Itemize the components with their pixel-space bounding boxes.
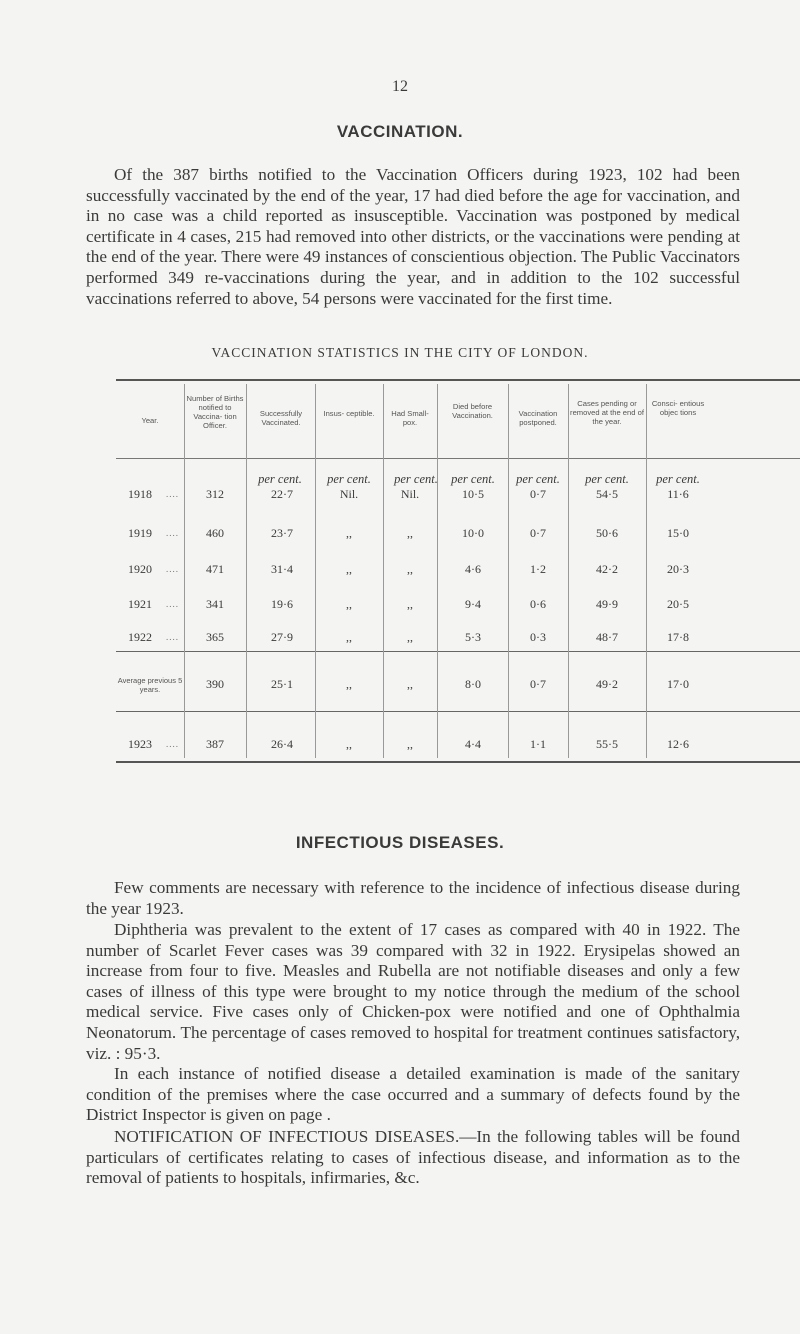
leader-dots: ....	[166, 528, 179, 538]
header-consci: Consci- entious objec tions	[651, 399, 705, 417]
header-died: Died before Vaccination.	[452, 402, 493, 420]
table-bottom-rule	[116, 761, 800, 763]
cell-insus: ,,	[346, 526, 352, 540]
cell-success: 22·7	[271, 487, 293, 501]
cell-smallpox: ,,	[407, 677, 413, 691]
average-top-rule	[116, 651, 800, 652]
cell-consci: 11·6	[667, 487, 689, 501]
cell-births: 471	[206, 562, 224, 576]
row-year: 1923	[128, 737, 152, 751]
row-year: 1918	[128, 487, 152, 501]
cell-died: 10·0	[462, 526, 484, 540]
vaccination-paragraph: Of the 387 births notified to the Vaccination Officers during 1923, 102 had been successfully vaccinated by the end of the year, 17 had died before the age for vaccination, and in no case was a child reported as insusceptible. Vaccination was postponed by medical certificate in 4 cases, 215 had removed into other districts, or the vaccinations were pending at the end of the year. There were 49 instances of conscientious objection. The Public Vaccinators performed 349 re-vaccinations during the year, and in addition to the 102 successful vaccinations referred to above, 54 persons were vaccinated for the first time.	[86, 165, 740, 308]
cell-pending: 55·5	[596, 737, 618, 751]
header-pending: Cases pending or removed at the end of the year.	[570, 399, 644, 426]
infectious-paragraph-4: NOTIFICATION OF INFECTIOUS DISEASES.—In the following tables will be found particulars of certificates relating to cases of infectious disease, and information as to the removal of patients to hospitals, infirmaries, &c.	[86, 1127, 740, 1188]
cell-smallpox: ,,	[407, 562, 413, 576]
cell-consci: 17·0	[667, 677, 689, 691]
row-year: 1919	[128, 526, 152, 540]
cell-consci: 20·3	[667, 562, 689, 576]
cell-success: 19·6	[271, 597, 293, 611]
unit-label: per cent.	[585, 472, 629, 486]
cell-consci: 17·8	[667, 630, 689, 644]
cell-died: 5·3	[465, 630, 481, 644]
cell-smallpox: ,,	[407, 630, 413, 644]
header-bottom-rule	[116, 458, 800, 459]
cell-pending: 54·5	[596, 487, 618, 501]
infectious-heading: INFECTIOUS DISEASES.	[295, 833, 505, 852]
cell-pending: 48·7	[596, 630, 618, 644]
cell-postponed: 0·3	[530, 630, 546, 644]
header-births: Number of Births notified to Vaccina- tion Officer.	[186, 394, 244, 430]
page-number: 12	[392, 78, 408, 95]
cell-postponed: 0·7	[530, 487, 546, 501]
header-postponed: Vaccination postponed.	[518, 409, 558, 427]
leader-dots: ....	[166, 632, 179, 642]
cell-died: 4·6	[465, 562, 481, 576]
infectious-paragraph-1: Few comments are necessary with reference to the incidence of infectious disease during the year 1923.	[86, 878, 740, 918]
row-year: 1920	[128, 562, 152, 576]
cell-postponed: 1·1	[530, 737, 546, 751]
unit-label: per cent.	[394, 472, 438, 486]
unit-label: per cent.	[656, 472, 700, 486]
cell-smallpox: ,,	[407, 526, 413, 540]
leader-dots: ....	[166, 599, 179, 609]
table-title: VACCINATION STATISTICS IN THE CITY OF LONDON.	[211, 345, 589, 360]
cell-births: 387	[206, 737, 224, 751]
cell-births: 365	[206, 630, 224, 644]
average-bottom-rule	[116, 711, 800, 712]
cell-smallpox: ,,	[407, 597, 413, 611]
header-success: Successfully Vaccinated.	[259, 409, 303, 427]
average-label: Average previous 5 years.	[117, 676, 183, 694]
cell-insus: ,,	[346, 737, 352, 751]
cell-success: 27·9	[271, 630, 293, 644]
leader-dots: ....	[166, 739, 179, 749]
cell-insus: ,,	[346, 630, 352, 644]
unit-label: per cent.	[258, 472, 302, 486]
row-year: 1922	[128, 630, 152, 644]
vaccination-heading: VACCINATION.	[336, 122, 464, 141]
infectious-paragraph-2: Diphtheria was prevalent to the extent of 17 cases as compared with 40 in 1922. The number of Scarlet Fever cases was 39 compared with 32 in 1922. Erysipelas showed an increase from four to five. Measles and Rubella are not notifiable diseases and only a few cases of illness of this type were brought to my notice through the medium of the school medical service. Five cases only of Chicken-pox were notified and one of Ophthalmia Neonatorum. The percentage of cases removed to hospital for treatment continues satisfactory, viz. : 95·3.	[86, 920, 740, 1063]
unit-label: per cent.	[327, 472, 371, 486]
row-year: 1921	[128, 597, 152, 611]
leader-dots: ....	[166, 489, 179, 499]
cell-births: 390	[206, 677, 224, 691]
unit-label: per cent.	[451, 472, 495, 486]
cell-died: 8·0	[465, 677, 481, 691]
cell-postponed: 0·7	[530, 526, 546, 540]
cell-insus: ,,	[346, 562, 352, 576]
cell-insus: ,,	[346, 597, 352, 611]
cell-success: 23·7	[271, 526, 293, 540]
cell-success: 31·4	[271, 562, 293, 576]
leader-dots: ....	[166, 564, 179, 574]
table-top-rule	[116, 379, 800, 381]
cell-success: 26·4	[271, 737, 293, 751]
cell-died: 9·4	[465, 597, 481, 611]
cell-pending: 50·6	[596, 526, 618, 540]
cell-consci: 12·6	[667, 737, 689, 751]
cell-postponed: 0·7	[530, 677, 546, 691]
header-insus: Insus- ceptible.	[323, 409, 375, 418]
cell-births: 341	[206, 597, 224, 611]
infectious-paragraph-3: In each instance of notified disease a detailed examination is made of the sanitary condition of the premises where the case occurred and a summary of defects found by the District Inspector is given on page .	[86, 1064, 740, 1125]
cell-consci: 15·0	[667, 526, 689, 540]
cell-postponed: 0·6	[530, 597, 546, 611]
col-sep	[184, 384, 185, 758]
header-year: Year.	[141, 416, 159, 425]
cell-insus: ,,	[346, 677, 352, 691]
unit-label: per cent.	[516, 472, 560, 486]
cell-births: 312	[206, 487, 224, 501]
cell-smallpox: Nil.	[400, 487, 420, 501]
cell-success: 25·1	[271, 677, 293, 691]
cell-insus: Nil.	[339, 487, 359, 501]
cell-births: 460	[206, 526, 224, 540]
cell-pending: 49·2	[596, 677, 618, 691]
cell-pending: 42·2	[596, 562, 618, 576]
header-smallpox: Had Small-pox.	[391, 409, 429, 427]
cell-postponed: 1·2	[530, 562, 546, 576]
cell-pending: 49·9	[596, 597, 618, 611]
cell-died: 4·4	[465, 737, 481, 751]
cell-smallpox: ,,	[407, 737, 413, 751]
cell-died: 10·5	[462, 487, 484, 501]
cell-consci: 20·5	[667, 597, 689, 611]
